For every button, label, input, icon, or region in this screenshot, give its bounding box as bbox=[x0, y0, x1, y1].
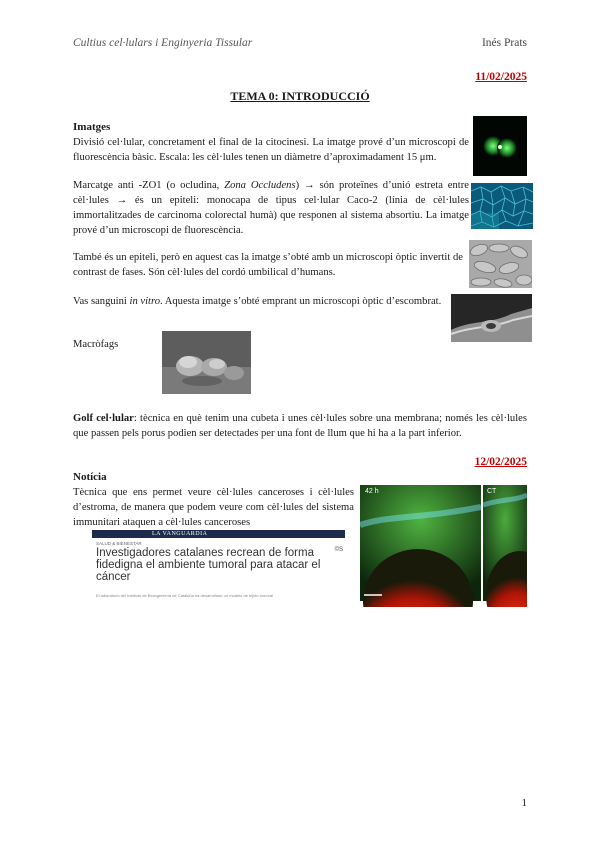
para4-italic: in vitro bbox=[129, 296, 161, 307]
paragraph-golf-cellular bbox=[73, 411, 527, 441]
page-number: 1 bbox=[521, 797, 527, 809]
news-section: SALUD & BIENESTAR bbox=[96, 541, 142, 546]
fluorescence-division-image bbox=[473, 116, 527, 176]
para4-part-a: Vas sanguini bbox=[73, 296, 130, 307]
golf-text: : tècnica en què tenim una cubeta i unes cèl·lules sobre una membrana; només les cèl·lules que passen pels porus podien ser detectades per una font de llum que hi ha a la part inferior. bbox=[73, 413, 527, 439]
tumor-microscopy-image bbox=[360, 485, 527, 607]
date-2: 12/02/2025 bbox=[474, 456, 527, 468]
news-mark: ©S bbox=[334, 547, 343, 553]
section-heading-imatges: Imatges bbox=[73, 121, 111, 133]
para2-part-a: Marcatge anti -ZO1 (o ocludina, bbox=[73, 180, 225, 191]
micro-label-right: CT bbox=[487, 488, 497, 495]
label-macrofags: Macròfags bbox=[73, 339, 119, 350]
news-masthead: LA VANGUARDIA bbox=[92, 530, 345, 538]
running-header-title: Cultius cel·lulars i Enginyeria Tissular bbox=[73, 37, 253, 49]
page-title: TEMA 0: INTRODUCCIÓ bbox=[230, 89, 370, 103]
paragraph-blood-vessel bbox=[73, 294, 445, 309]
para2-italic: Zona Occludens bbox=[224, 180, 296, 191]
paragraph-zo1-marking bbox=[73, 178, 469, 238]
golf-label: Golf cel·lular bbox=[73, 413, 134, 424]
running-header-author: Inés Prats bbox=[481, 37, 527, 49]
phase-contrast-image bbox=[469, 240, 532, 288]
sem-vessel-image bbox=[451, 294, 532, 342]
paragraph-phase-contrast: També és un epiteli, però en aquest cas la imatge s’obté amb un microscopi òptic invertit de contrast de fases. Són cèl·lules del cordó umbilical d’humans. bbox=[73, 252, 463, 278]
date-1: 11/02/2025 bbox=[475, 71, 527, 83]
micro-label-left: 42 h bbox=[365, 488, 379, 495]
paragraph-cell-division: Divisió cel·lular, concretament el final de la citocinesi. La imatge prové d’un microscopi de fluorescència bàsic. Escala: les cèl·lules tenen un diàmetre d’aproximadament 15 μm. bbox=[73, 137, 469, 163]
news-caption: El laboratorio del Instituto de Bioingeniería de Cataluña ha desarrollado un modelo de tejido tumoral bbox=[96, 593, 274, 598]
paragraph-noticia: Tècnica que ens permet veure cèl·lules canceroses i cèl·lules d’estroma, de manera que podem veure com cèl·lules del sistema immunitari ataquen a cèl·lules canceroses bbox=[73, 487, 354, 528]
sem-macrophage-image bbox=[162, 331, 251, 394]
news-clipping bbox=[92, 530, 345, 606]
fluorescence-epithelium-image bbox=[471, 183, 533, 229]
para2-part-b: ) → són proteïnes d’unió estreta entre cèl·lules → és un epiteli: monocapa de tipus cel·lular Caco-2 (línia de cèl·lules immortalitzades de carcinoma colorectal humà) que responen al sistema absortiu. La imatge prové d’un microscopi de fluorescència. bbox=[73, 180, 469, 236]
news-headline: Investigadores catalanes recrean de forma fidedigna el ambiente tumoral para atacar el cáncer bbox=[96, 547, 321, 583]
section-heading-noticia: Notícia bbox=[73, 471, 107, 483]
para4-part-b: . Aquesta imatge s’obté emprant un microscopi òptic d’escombrat. bbox=[160, 296, 442, 307]
